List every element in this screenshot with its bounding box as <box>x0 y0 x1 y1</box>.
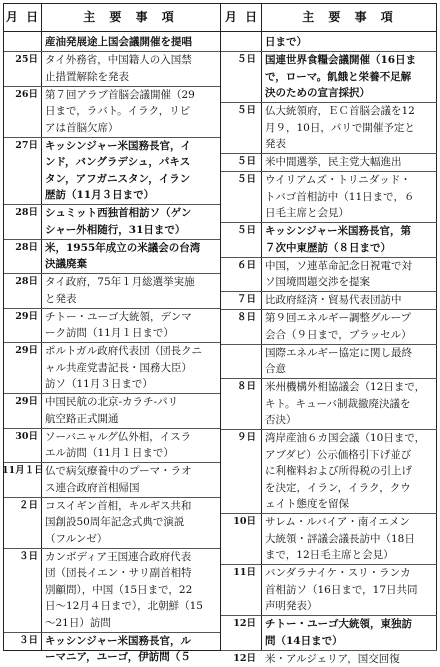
event-text: ウイリアムズ・トリニダッド・ トバゴ首相訪中（11日まで，６ 日毛主席と会見） <box>265 172 435 222</box>
divider-right-date <box>261 4 262 650</box>
event-date: ６日 <box>220 258 256 275</box>
event-text: カンボディア王国連合政府代表 団（団長イエン・サリ副首相特 別顧問），中国（15日まで，22 日～12月４日まで），北朝鮮（15 ～21日）訪問 <box>45 549 219 632</box>
event-date: 28日 <box>2 240 38 257</box>
event-date: ３日 <box>2 549 38 566</box>
event-text: 湾岸産油６カ国会議（10日まで， アブダビ）公示価格引下げ並び に利権料および所得税の引上げ を決定，イラン，イラク，クウ ェイト態度を留保 <box>265 430 435 513</box>
event-date: 29日 <box>2 394 38 411</box>
event-date: ５日 <box>220 154 256 171</box>
event-text: 国際エネルギー協定に関し最終 合意 <box>265 345 435 378</box>
event-text: ソーバニャルグ仏外相，イスラ エル訪問（11月１日まで） <box>45 429 219 462</box>
event-date: ５日 <box>220 103 256 120</box>
event-date: ５日 <box>220 172 256 189</box>
event-text: ポルトガル政府代表団（団長クニ ャル共産党書記長・国務大臣） 訪ソ（11月３日まで） <box>45 343 219 393</box>
event-text: 中国，ソ連革命記念日祝電で対 ソ国境問題交渉を提案 <box>265 258 435 291</box>
event-text: キッシンジャー米国務長官，ル ーマニア，ユーゴ，伊訪問（５ <box>45 633 219 666</box>
event-date: 28日 <box>2 274 38 291</box>
event-text: タイ外務省，中国籍人の入国禁 止措置解除を発表 <box>45 52 219 85</box>
event-text: 第９回エネルギー調整グループ 会合（９日まで，ブラッセル） <box>265 310 435 343</box>
event-date: 11月１日 <box>2 463 38 480</box>
event-text: 中国民航の北京-カラチ-パリ 航空路正式開通 <box>45 394 219 427</box>
divider-left-date <box>41 4 42 650</box>
header-event-left: 主 要 事 項 <box>42 4 220 31</box>
event-text: 仏で病気療養中のプーマ・ラオ ス連合政府首相帰国 <box>45 463 219 496</box>
header-date-right: 月 日 <box>222 4 262 31</box>
event-date: 10日 <box>220 514 256 531</box>
event-text: バンダラナイケ・スリ・ランカ 首相訪ソ（16日まで，17日共同 声明発表） <box>265 565 435 615</box>
header-event-right: 主 要 事 項 <box>262 4 438 31</box>
event-date: ２日 <box>2 498 38 515</box>
event-text: 産油発展途上国会議開催を提唱 <box>45 34 219 51</box>
event-date: 29日 <box>2 309 38 326</box>
event-date: ３日 <box>2 633 38 650</box>
event-text: 国連世界食糧会議開催（16日ま で，ローマ。飢餓と栄養不足解 決のための宣言採択） <box>265 52 435 102</box>
event-text: 米州機構外相協議会（12日まで， キト。キューバ制裁撤廃決議を 否決） <box>265 379 435 429</box>
divider-center <box>220 4 221 650</box>
event-text: チトー・ユーゴ大統領，東独訪 問（14日まで） <box>265 616 435 649</box>
event-date: 25日 <box>2 52 38 69</box>
event-text: サレム・ルバイア・南イエメン 大統領・評議会議長訪中（18日 まで，12日毛主席と会見） <box>265 514 435 564</box>
event-text: コスイギン首相，キルギス共和 国創設50周年記念式典で演説 （フルンゼ） <box>45 498 219 548</box>
event-text: シュミット西独首相訪ソ（ゲン シャー外相随行，31日まで） <box>45 205 219 238</box>
event-text: キッシンジャー米国務長官，イ ンド，バングラデシュ，パキス タン，アフガニスタン，イラン 歴訪（11月３日まで） <box>45 138 219 204</box>
event-text: 仏大統領府，ＥＣ首脳会議を12 月９，10日，パリで開催予定と 発表 <box>265 103 435 153</box>
event-text: 米，1955年成立の米議会の台湾 決議廃棄 <box>45 240 219 273</box>
event-text: 米中間選挙，民主党大幅進出 <box>265 154 435 171</box>
event-text: キッシンジャー米国務長官，第 ７次中東歴訪（８日まで） <box>265 223 435 256</box>
chronology-table <box>3 3 437 651</box>
event-date: 11日 <box>220 565 256 582</box>
event-date: 12日 <box>220 651 256 667</box>
event-text: チトー・ユーゴ大統領，デンマ ーク訪問（11月１日まで） <box>45 309 219 342</box>
event-date: ５日 <box>220 223 256 240</box>
event-text: タイ政府，75年１月総選挙実施 と発表 <box>45 274 219 307</box>
event-date: 29日 <box>2 343 38 360</box>
event-text: 日まで） <box>265 34 435 51</box>
event-date: 27日 <box>2 138 38 155</box>
event-date: ８日 <box>220 379 256 396</box>
event-date: ５日 <box>220 52 256 69</box>
event-date: ７日 <box>220 292 256 309</box>
event-date: 30日 <box>2 429 38 446</box>
event-date: 26日 <box>2 87 38 104</box>
header-date-left: 月 日 <box>4 4 42 31</box>
event-date: ８日 <box>220 310 256 327</box>
event-date: ９日 <box>220 430 256 447</box>
event-date: 28日 <box>2 205 38 222</box>
event-text: 米・アルジェリア，国交回復 <box>265 651 435 667</box>
event-text: 比政府経済・貿易代表団訪中 <box>265 292 435 309</box>
event-text: 第７回アラブ首脳会議開催（29 日まで，ラバト。イラク，リビ アは首脳欠席） <box>45 87 219 137</box>
event-date: 12日 <box>220 616 256 633</box>
